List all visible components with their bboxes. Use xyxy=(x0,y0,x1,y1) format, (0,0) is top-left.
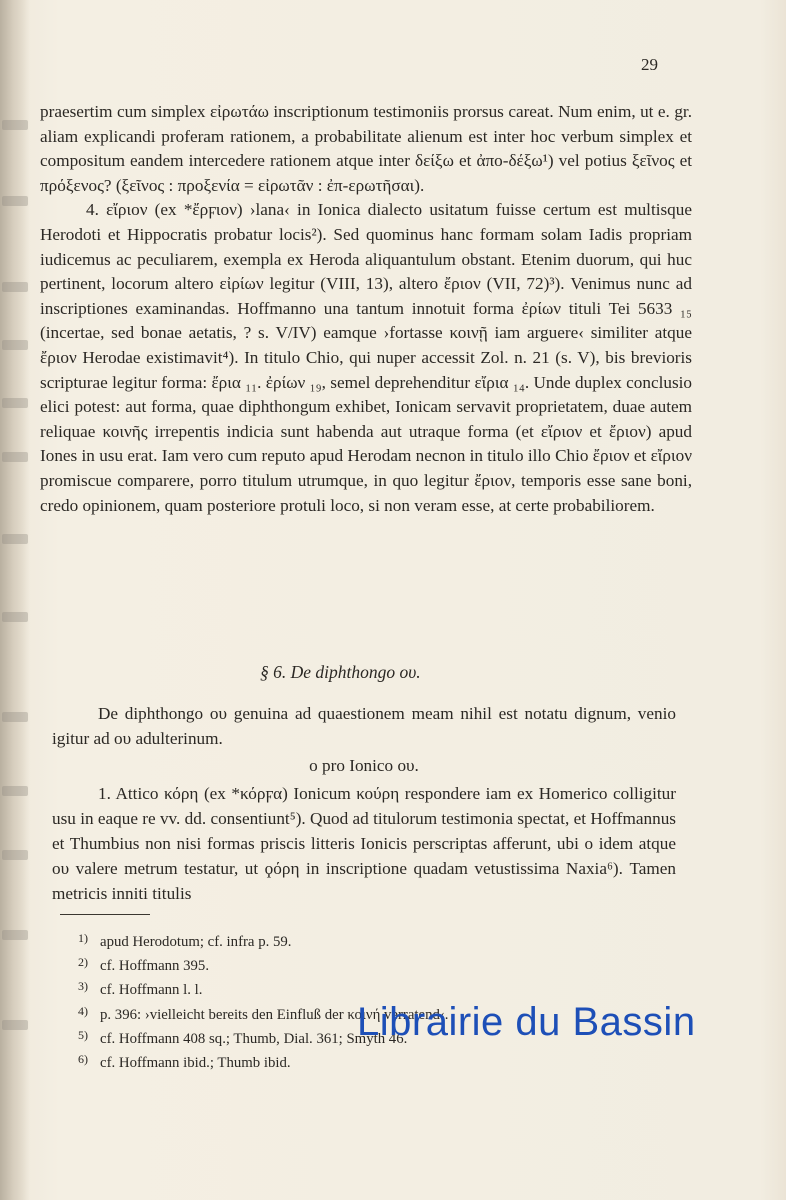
section-subheading: ο pro Ionico ου. xyxy=(309,755,419,775)
paragraph-continuation: praesertim cum simplex εἰρωτάω inscriptionum testimoniis prorsus careat. Num enim, ut e. gr. aliam explicandi proferam rationem, a probabilitate alienum est inter hoc verbum simplex et compositum eandem intercedere rationem atque inter δείξω et ἀπο-δέξω¹) vel potius ξεῖνος et πρόξενος? (ξεῖνος : προξενία = εἰρωτᾶν : ἐπ-ερωτῆσαι). xyxy=(40,102,692,195)
bleed-through-mark xyxy=(2,340,28,350)
main-text xyxy=(40,100,692,518)
watermark: Librairie du Bassin xyxy=(357,1000,696,1044)
page-number: 29 xyxy=(641,55,658,74)
bleed-through-mark xyxy=(2,712,28,722)
section-intro: De diphthongo ου genuina ad quaestionem meam nihil est notatu dignum, venio igitur ad ου adulterinum. xyxy=(52,704,676,748)
footnote: 1) apud Herodotum; cf. infra p. 59. xyxy=(78,931,292,950)
bleed-through-mark xyxy=(2,398,28,408)
page-gutter-shadow xyxy=(0,0,30,1200)
footnote-divider xyxy=(60,914,150,915)
bleed-through-mark xyxy=(2,612,28,622)
footnote: 6) cf. Hoffmann ibid.; Thumb ibid. xyxy=(78,1052,291,1072)
bleed-through-mark xyxy=(2,786,28,796)
footnote: 4) p. 396: ›vielleicht bereits den Einfluß der κοινή verratend‹. xyxy=(78,1003,449,1023)
bleed-through-mark xyxy=(2,282,28,292)
bleed-through-mark xyxy=(2,850,28,860)
bleed-through-mark xyxy=(2,452,28,462)
bleed-through-mark xyxy=(2,534,28,544)
paragraph-item-4: 4. εἴριον (ex *ἔρϝιον) ›lana‹ in Ionica dialecto usitatum fuisse certum est multisque Herodoti et Hippocratis probatur locis²). Sed quominus hanc formam solam Iadis propriam iudicemus ac peculiarem, exempla ex Heroda aliquantulum obstant. Etenim duorum, qui huc pertinent, locorum altero εἰρίων legitur (VIII, 13), altero ἔριον (VII, 72)³). Venimus nunc ad inscriptiones examinandas. Hoffmanno una tantum innotuit forma ἐρίων tituli Tei 5633 ₁₅ (incertae, sed bonae aetatis, ? s. V/IV) eamque ›fortasse κοινῇ iam arguere‹ similiter atque ἔριον Herodae existimavit⁴). In titulo Chio, qui nuper accessit Zol. n. 21 (s. V), bis brevioris scripturae legitur forma: ἔρια ₁₁. ἐρίων ₁₉, semel deprehenditur εἴρια ₁₄. Unde duplex conclusio elici potest: aut forma, quae diphthongum exhibet, Ionicam servavit proprietatem, duae autem reliquae κοινῆς irrepentis indicia sunt habenda aut utraque forma (et εἴριον et ἔριον) apud Iones in usu erat. Iam vero cum reputo apud Herodam necnon in titulo illo Chio ἔριον et εἴριον promiscue comparere, porro titulum utrumque, in quo legitur ἔριον, temporis esse sane boni, credo opinionem, quam posteriore protuli loco, si non veram esse, at certe probabiliorem. xyxy=(40,200,692,515)
section-heading: § 6. De diphthongo ου. xyxy=(260,662,421,682)
footnote: 2) cf. Hoffmann 395. xyxy=(78,955,210,975)
bleed-through-mark xyxy=(2,930,28,940)
bleed-through-mark xyxy=(2,120,28,130)
footnote: 5) cf. Hoffmann 408 sq.; Thumb, Dial. 361; Smyth 46. xyxy=(78,1027,408,1047)
section-paragraph-1: 1. Attico κόρη (ex *κόρϝα) Ionicum κούρη respondere iam ex Homerico colligitur usu in eaque re vv. dd. consentiunt⁵). Quod ad titulorum testimonia spectat, et Hoffmannus et Thumbius non nisi formas priscis litteris Ionicis perscriptas afferunt, ubi ο idem atque ου valere metrum testatur, ut ϙόρη in inscriptione quadam vetustissima Naxia⁶). Tamen metricis inniti titulis xyxy=(52,784,676,903)
footnote: 3) cf. Hoffmann l. l. xyxy=(78,979,203,999)
section-body xyxy=(52,702,676,906)
bleed-through-mark xyxy=(2,196,28,206)
bleed-through-mark xyxy=(2,1020,28,1030)
